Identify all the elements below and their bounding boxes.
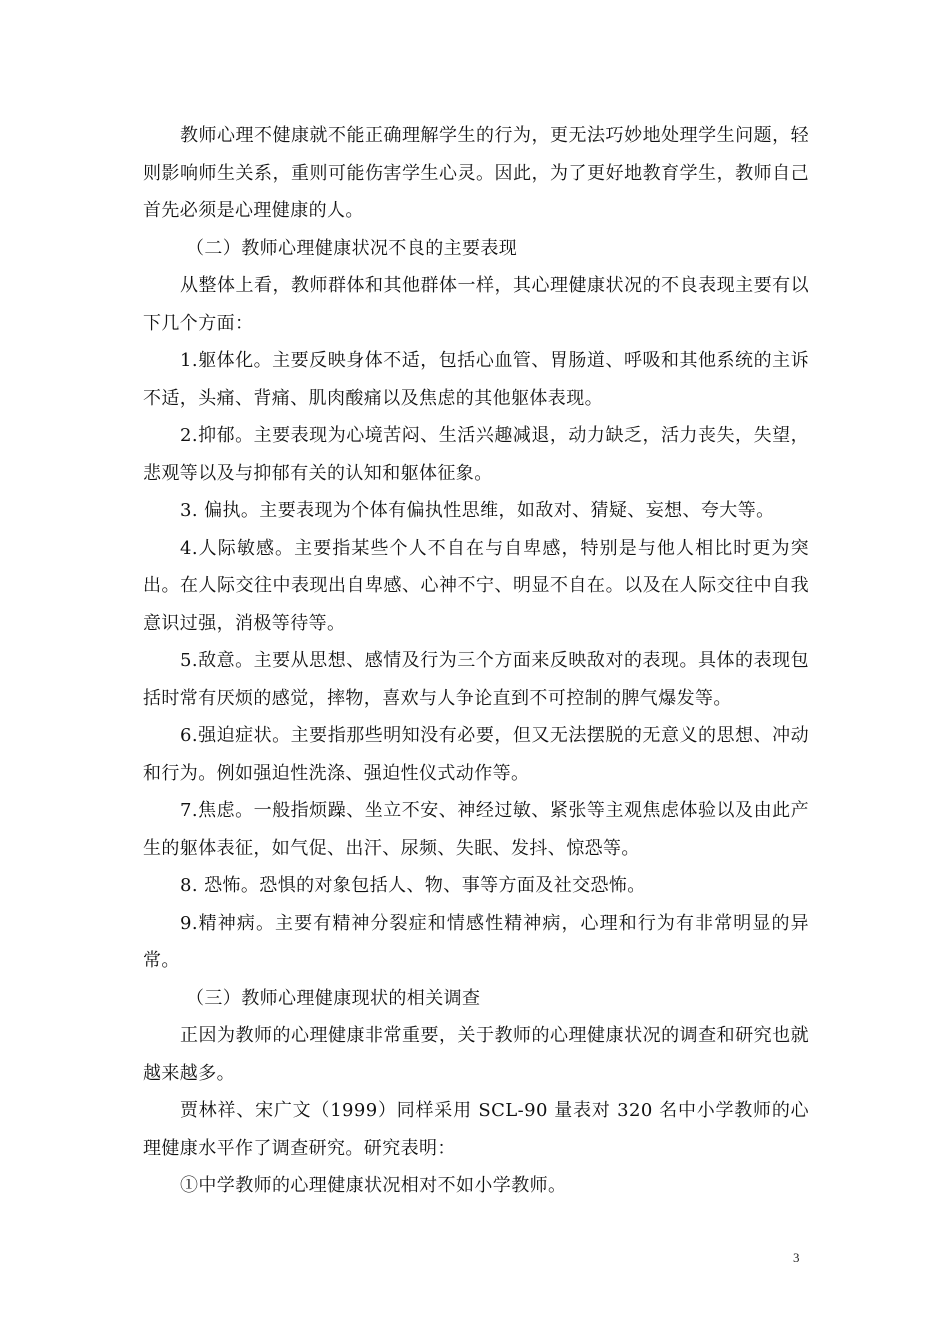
list-item-anxiety: 7.焦虑。一般指烦躁、坐立不安、神经过敏、紧张等主观焦虑体验以及由此产生的躯体表征，如气促、出汗、尿频、失眠、发抖、惊恐等。 — [143, 800, 809, 859]
body-text — [143, 117, 809, 1205]
section-heading-3: （三）教师心理健康现状的相关调查 — [186, 987, 481, 1009]
paragraph-research-intro: 正因为教师的心理健康非常重要，关于教师的心理健康状况的调查和研究也就越来越多。 — [143, 1025, 809, 1084]
paragraph-intro: 教师心理不健康就不能正确理解学生的行为，更无法巧妙地处理学生问题，轻则影响师生关系，重则可能伤害学生心灵。因此，为了更好地教育学生，教师自己首先必须是心理健康的人。 — [143, 125, 809, 221]
paragraph-study: 贾林祥、宋广文（1999）同样采用 SCL-90 量表对 320 名中小学教师的心理健康水平作了调查研究。研究表明： — [143, 1100, 809, 1159]
list-item-obsessive-compulsive: 6.强迫症状。主要指那些明知没有必要，但又无法摆脱的无意义的思想、冲动和行为。例如强迫性洗涤、强迫性仪式动作等。 — [143, 725, 809, 784]
paragraph-finding-1: ①中学教师的心理健康状况相对不如小学教师。 — [180, 1175, 567, 1196]
list-item-hostility: 5.敌意。主要从思想、感情及行为三个方面来反映敌对的表现。具体的表现包括时常有厌烦的感觉，摔物，喜欢与人争论直到不可控制的脾气爆发等。 — [143, 650, 809, 709]
list-item-somatization: 1.躯体化。主要反映身体不适，包括心血管、胃肠道、呼吸和其他系统的主诉不适，头痛、背痛、肌肉酸痛以及焦虑的其他躯体表现。 — [143, 350, 809, 409]
list-item-psychoticism: 9.精神病。主要有精神分裂症和情感性精神病，心理和行为有非常明显的异常。 — [143, 912, 809, 971]
list-item-depression: 2.抑郁。主要表现为心境苦闷、生活兴趣减退，动力缺乏，活力丧失，失望，悲观等以及与抑郁有关的认知和躯体征象。 — [143, 425, 809, 484]
list-item-interpersonal-sensitivity: 4.人际敏感。主要指某些个人不自在与自卑感，特别是与他人相比时更为突出。在人际交往中表现出自卑感、心神不宁、明显不自在。以及在人际交往中自我意识过强，消极等待等。 — [143, 537, 809, 634]
list-item-phobia: 8. 恐怖。恐惧的对象包括人、物、事等方面及社交恐怖。 — [180, 875, 646, 896]
paragraph-overview: 从整体上看，教师群体和其他群体一样，其心理健康状况的不良表现主要有以下几个方面： — [143, 275, 809, 334]
list-item-paranoia: 3. 偏执。主要表现为个体有偏执性思维，如敌对、猜疑、妄想、夸大等。 — [180, 500, 775, 521]
page-number: 3 — [793, 1250, 800, 1265]
section-heading-2: （二）教师心理健康状况不良的主要表现 — [186, 237, 518, 259]
